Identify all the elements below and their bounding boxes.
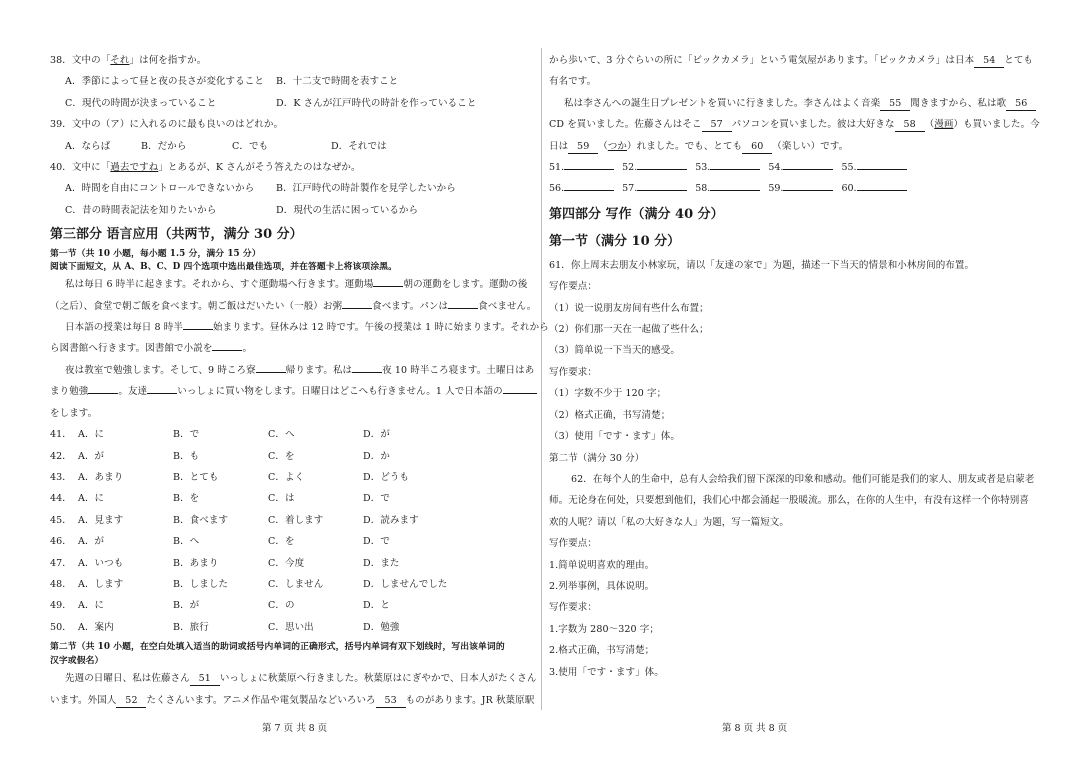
requirement-3: （3）使用「です・ます」体。: [549, 431, 680, 443]
mc-question-row: [50, 510, 535, 531]
requirement2-3: 3.使用「です・ます」体。: [549, 666, 664, 678]
mc-question-row: [50, 424, 535, 445]
mc-question-row: [50, 617, 535, 638]
multiple-choice-list: [50, 424, 535, 638]
answer-blank[interactable]: 52.: [622, 157, 687, 178]
passage-cont-line-4: CD を買いました。佐藤さんはそこ 57 パソコンを買いました。彼は大好きな 58 （漫画）も買いました。今: [549, 119, 1040, 131]
mc-option-a[interactable]: A．します: [78, 578, 124, 590]
mc-option-b[interactable]: B．旅行: [173, 621, 209, 633]
page-number-left: 第 7 页 共 8 页: [262, 723, 328, 734]
mc-option-b[interactable]: B．食べます: [173, 514, 229, 526]
points2-label: 写作要点：: [549, 538, 598, 550]
point-2: （2）你们那一天在一起做了些什么；: [549, 324, 709, 336]
mc-option-b[interactable]: B．へ: [173, 536, 200, 548]
mc-option-b[interactable]: B．を: [173, 493, 200, 505]
answer-blank[interactable]: 56.: [549, 178, 614, 199]
passage-line-2: （之后）、食堂で朝ご飯を食べます。朝ご飯はだいたい（一般）お粥 食べます。パンは 食べません。: [50, 300, 537, 312]
passage-line-3: 日本語の授業は毎日 8 時半 始まります。昼休みは 12 時です。午後の授業は 1 時に始まります。それから: [65, 322, 549, 334]
question-39-options: A．ならば B．だから C．でも D．それでは: [65, 140, 387, 152]
question-40-options-ab: A．時間を自由にコントロールできないから B．江戸時代の時計製作を見学したいから: [65, 183, 456, 195]
answer-blank[interactable]: 53.: [695, 157, 760, 178]
mc-question-row: [50, 531, 535, 552]
question-40-stem: 40．文中に「過去ですね」とあるが、K さんがそう答えたのはなぜか。: [50, 162, 361, 174]
mc-option-c[interactable]: C．を: [268, 450, 295, 462]
requirement-2: （2）格式正确，书写清楚；: [549, 409, 671, 421]
answer-blanks-row-1: [549, 157, 1031, 178]
passage-line-5: 夜は教室で勉強します。そして、9 時ころ寮 帰ります。私は 夜 10 時半ころ寝ます。土曜日はあ: [65, 364, 535, 376]
mc-option-c[interactable]: C．を: [268, 536, 295, 548]
mc-question-row: [50, 574, 535, 595]
mc-question-row: [50, 467, 535, 488]
mc-option-a[interactable]: A．いつも: [78, 557, 124, 569]
passage-line-6: まり勉強 。友達 いっしょに買い物をします。日曜日はどこへも行きません。1 人で日本語の: [50, 381, 535, 402]
mc-option-d[interactable]: D．また: [363, 557, 400, 569]
mc-question-number: 44．: [50, 493, 72, 505]
question-38-stem: 38．文中の「それ」は何を指すか。: [50, 55, 207, 66]
part3-title: 第三部分 语言应用（共两节，满分 30 分）: [50, 227, 303, 243]
mc-option-b[interactable]: B．あまり: [173, 557, 219, 569]
mc-option-a[interactable]: A．案内: [78, 621, 114, 633]
mc-question-row: [50, 446, 535, 467]
mc-option-c[interactable]: C．着します: [268, 514, 324, 526]
point2-2: 2.列举事例，具体说明。: [549, 580, 655, 592]
mc-option-d[interactable]: D．しませんでした: [363, 578, 448, 590]
passage-cont-line-3: 私は李さんへの誕生日プレゼントを買いに行きました。李さんはよく音楽 55 聞きますから、私は歌 56: [549, 93, 1031, 114]
passage-line-7: をします。: [50, 407, 98, 419]
mc-option-b[interactable]: B．とても: [173, 471, 219, 483]
left-column: [50, 50, 549, 711]
answer-blank[interactable]: 60.: [841, 178, 906, 199]
mc-question-number: 42．: [50, 450, 72, 462]
mc-option-d[interactable]: D．が: [363, 429, 390, 441]
mc-option-d[interactable]: D．と: [363, 600, 390, 612]
mc-option-c[interactable]: C．は: [268, 493, 295, 505]
question-38-options-cd: C．現代の時間が決まっていること D．K さんが江戸時代の時計を作っていること: [65, 97, 477, 109]
mc-option-a[interactable]: A．に: [78, 429, 105, 441]
writing-section1-title: 第一节（满分 10 分）: [549, 233, 681, 249]
point-1: （1）说一说朋友房间有些什么布置；: [549, 302, 709, 314]
writing-section2-title: 第二节（满分 30 分）: [549, 452, 645, 464]
passage-cont-line-2: 有名です。: [549, 76, 597, 88]
mc-option-c[interactable]: C．思い出: [268, 621, 314, 633]
mc-question-number: 43．: [50, 471, 72, 483]
passage-line-1: 私は毎日 6 時半に起きます。それから、すぐ運動場へ行きます。運動場 朝の運動をします。運動の後: [65, 279, 528, 291]
mc-option-a[interactable]: A．に: [78, 493, 105, 505]
mc-option-d[interactable]: D．か: [363, 450, 390, 462]
mc-option-c[interactable]: C．しません: [268, 578, 324, 590]
requirements-label: 写作要求：: [549, 366, 598, 378]
question-62-line-3: 欢的人呢？请以「私の大好きな人」为题，写一篇短文。: [549, 516, 790, 528]
passage-cont-line-5: 日は 59 （つか）れました。でも、とても 60 （楽しい）です。: [549, 140, 849, 152]
mc-option-d[interactable]: D．どうも: [363, 471, 410, 483]
passage-cont-line-1: から歩いて、3 分ぐらいの所に「ビックカメラ」という電気屋があります。「ビックカメラ」は日本 54 とても: [549, 55, 1034, 66]
mc-option-d[interactable]: D．読みます: [363, 514, 419, 526]
page-number-right: 第 8 页 共 8 页: [722, 723, 788, 734]
answer-blank[interactable]: 59.: [768, 178, 833, 199]
mc-option-a[interactable]: A．が: [78, 450, 105, 462]
answer-blank[interactable]: 58.: [695, 178, 760, 199]
mc-option-d[interactable]: D．で: [363, 536, 390, 548]
mc-option-c[interactable]: C．よく: [268, 471, 305, 483]
points-label: 写作要点：: [549, 281, 598, 293]
mc-option-b[interactable]: B．で: [173, 429, 200, 441]
mc-question-row: [50, 595, 535, 616]
mc-question-number: 46．: [50, 536, 72, 548]
mc-question-number: 50．: [50, 621, 72, 633]
mc-question-number: 47．: [50, 557, 72, 569]
mc-option-a[interactable]: A．あまり: [78, 471, 124, 483]
requirement-1: （1）字数不少于 120 字；: [549, 388, 667, 400]
section2-title-line1: 第二节（共 10 小题，在空白处填入适当的助词或括号内单词的正确形式，括号内单词有双下划线时，写出该单词的: [50, 642, 505, 653]
point2-1: 1.简单说明喜欢的理由。: [549, 559, 655, 571]
answer-blanks-row-2: [549, 178, 1031, 199]
mc-question-number: 45．: [50, 514, 72, 526]
mc-option-c[interactable]: C．今度: [268, 557, 305, 569]
section2-passage-line-2: います。外国人 52 たくさんいます。アニメ作品や電気製品などいろいろ 53 ものがあります。JR 秋葉原駅: [50, 694, 535, 706]
mc-option-a[interactable]: A．が: [78, 536, 105, 548]
section1-instructions: 阅读下面短文，从 A、B、C、D 四个选项中选出最佳选项，并在答题卡上将该项涂黑。: [50, 262, 398, 273]
mc-question-number: 49．: [50, 600, 72, 612]
mc-option-d[interactable]: D．勉強: [363, 621, 400, 633]
mc-question-number: 48．: [50, 578, 72, 590]
mc-question-row: [50, 488, 535, 509]
mc-option-d[interactable]: D．で: [363, 493, 390, 505]
requirements2-label: 写作要求：: [549, 602, 598, 614]
mc-option-c[interactable]: C．へ: [268, 429, 295, 441]
mc-option-c[interactable]: C．の: [268, 600, 295, 612]
answer-blank[interactable]: 51.: [549, 157, 614, 178]
requirement2-1: 1.字数为 280～320 字；: [549, 623, 659, 635]
question-38-options-ab: A．季節によって昼と夜の長さが変化すること B．十二支で時間を表すこと: [65, 76, 399, 88]
mc-option-a[interactable]: A．見ます: [78, 514, 124, 526]
right-column: [549, 50, 1040, 683]
question-62-line-1: 62．在每个人的生命中，总有人会给我们留下深深的印象和感动。他们可能是我们的家人、朋友或者是启蒙老: [571, 473, 1035, 485]
question-61-prompt: 61．你上周末去朋友小林家玩，请以「友達の家で」为题，描述一下当天的情景和小林房间的布置。: [549, 259, 975, 271]
answer-blank[interactable]: 54.: [768, 157, 833, 178]
requirement2-2: 2.格式正确，书写清楚；: [549, 645, 655, 657]
section2-title-line2: 汉字或假名）: [50, 656, 104, 667]
section1-title: 第一节（共 10 小题，每小题 1.5 分，满分 15 分）: [50, 249, 261, 260]
mc-option-b[interactable]: B．が: [173, 600, 200, 612]
mc-option-a[interactable]: A．に: [78, 600, 105, 612]
section2-passage-line-1: 先週の日曜日、私は佐藤さん 51 いっしょに秋葉原へ行きました。秋葉原はにぎやかで、日本人がたくさん: [65, 673, 537, 685]
question-40-options-cd: C．昔の時間表記法を知りたいから D．現代の生活に困っているから: [65, 204, 419, 216]
point-3: （3）简单说一下当天的感受。: [549, 345, 680, 357]
mc-question-row: [50, 553, 535, 574]
question-39-stem: 39．文中の（ア）に入れるのに最も良いのはどれか。: [50, 119, 284, 131]
answer-blank[interactable]: 55.: [841, 157, 906, 178]
part4-title: 第四部分 写作（满分 40 分）: [549, 206, 724, 222]
mc-option-b[interactable]: B．も: [173, 450, 200, 462]
passage-line-4: ら図書館へ行きます。図書館で小説を 。: [50, 343, 253, 355]
mc-question-number: 41．: [50, 429, 72, 441]
question-62-line-2: 师。无论身在何处，只要想到他们，我们心中都会涌起一股暖流。那么，在你的人生中，有没有这样一个你特别喜: [549, 495, 1030, 507]
mc-option-b[interactable]: B．しました: [173, 578, 229, 590]
column-divider: [541, 48, 542, 710]
answer-blank[interactable]: 57.: [622, 178, 687, 199]
